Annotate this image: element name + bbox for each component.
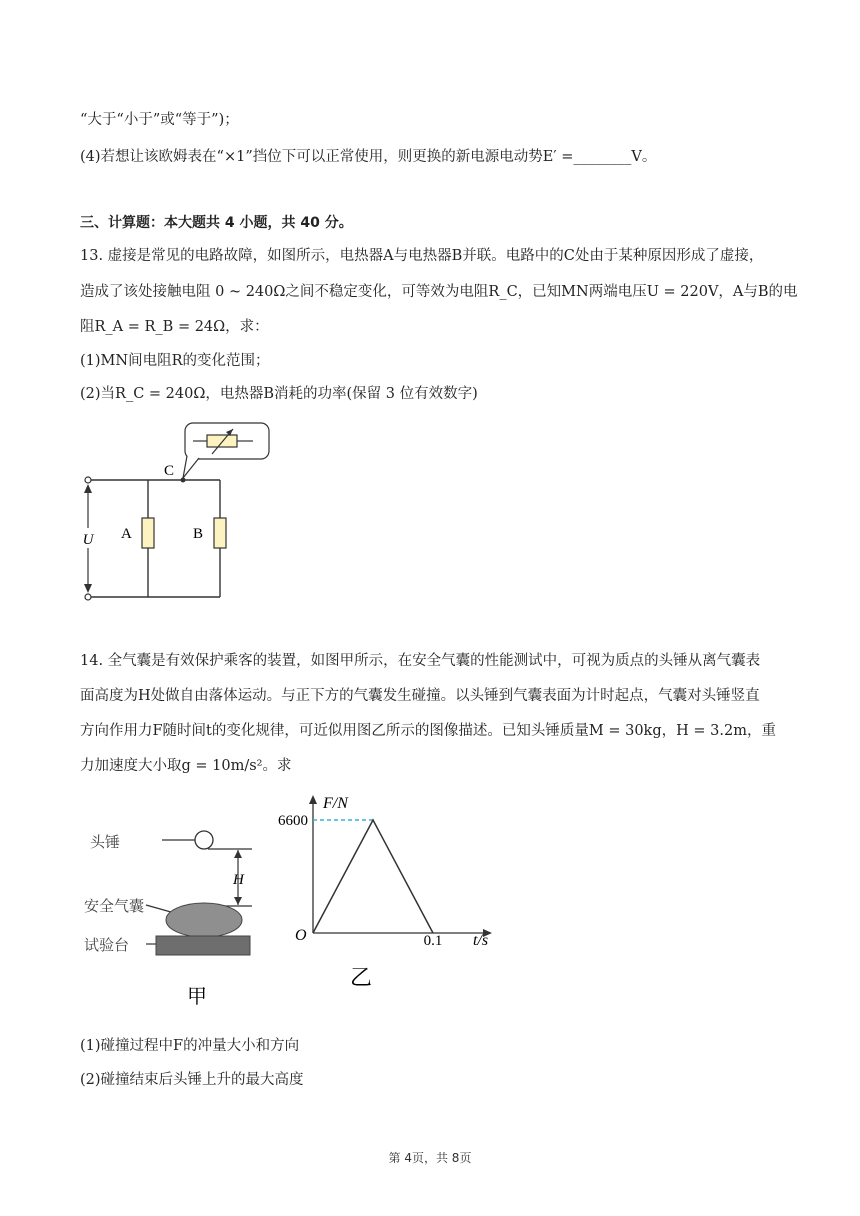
page-footer: 第 4页，共 8页: [388, 1151, 472, 1165]
resistor-a-label: A: [121, 526, 132, 542]
caption-jia: 甲: [187, 984, 207, 1008]
q14-line3: 方向作用力F随时间t的变化规律，可近似用图乙所示的图像描述。已知头锤质量M = 30kg，H = 3.2m，重: [80, 723, 776, 739]
caption-yi: 乙: [349, 966, 373, 990]
airbag: [166, 903, 242, 937]
resistor-b-label: B: [193, 526, 204, 542]
resistor-a: [142, 518, 154, 548]
q12-tail-line2: [80, 147, 656, 167]
figure-jia: [80, 820, 265, 1015]
head-hammer: [195, 831, 213, 849]
q12-tail-text: (4)若想让该欧姆表在“×1”挡位下可以正常使用，则更换的新电源电动势E′ =________V。: [80, 149, 657, 165]
end-tick-label: 0.1: [423, 933, 443, 949]
circuit-diagram: [75, 420, 285, 605]
force-curve: [313, 820, 433, 933]
q13-sub2: (2)当R_C = 240Ω，电热器B消耗的功率(保留 3 位有效数字): [80, 386, 478, 402]
q13-line1: 13. 虚接是常见的电路故障，如图所示，电热器A与电热器B并联。电路中的C处由于某种原因形成了虚接，: [80, 248, 764, 264]
peak-tick-label: 6600: [278, 813, 308, 829]
head-label: 头锤: [90, 833, 121, 851]
q14-line2: 面高度为H处做自由落体运动。与正下方的气囊发生碰撞。以头锤到气囊表面为计时起点，气囊对头锤竖直: [80, 688, 760, 704]
node-c-label: C: [164, 463, 175, 479]
q14-sub1: (1)碰撞过程中F的冲量大小和方向: [80, 1038, 300, 1054]
resistor-b: [214, 518, 226, 548]
q13-line2: 造成了该处接触电阻 0 ~ 240Ω之间不稳定变化，可等效为电阻R_C，已知MN两端电压U = 220V，A与B的电: [80, 284, 798, 300]
q13-sub1: (1)MN间电阻R的变化范围；: [80, 353, 270, 369]
rheostat-symbol: [207, 435, 237, 447]
q14-sub2: (2)碰撞结束后头锤上升的最大高度: [80, 1072, 304, 1088]
terminal-top: [85, 477, 91, 483]
node-c-dot: [181, 478, 186, 483]
q13-line3: 阻R_A = R_B = 24Ω，求：: [80, 319, 269, 335]
q12-tail-line1: “大于“小于”或“等于”)；: [80, 112, 239, 128]
height-label: H: [233, 872, 244, 888]
q14-line1: 14. 全气囊是有效保护乘客的装置，如图甲所示，在安全气囊的性能测试中，可视为质点的头锤从离气囊表: [80, 653, 761, 669]
voltage-label: U: [82, 532, 94, 548]
origin-label: O: [295, 927, 307, 944]
q14-line4: 力加速度大小取g = 10m/s²。求: [80, 758, 292, 774]
y-axis-label: F/N: [323, 795, 348, 812]
section-heading: 三、计算题：本大题共 4 小题，共 40 分。: [80, 215, 353, 231]
terminal-bottom: [85, 594, 91, 600]
test-table: [156, 936, 250, 955]
x-axis-label: t/s: [473, 932, 489, 949]
figure-yi-chart: [265, 790, 505, 990]
table-label: 试验台: [84, 936, 130, 954]
airbag-label: 安全气囊: [84, 897, 145, 915]
